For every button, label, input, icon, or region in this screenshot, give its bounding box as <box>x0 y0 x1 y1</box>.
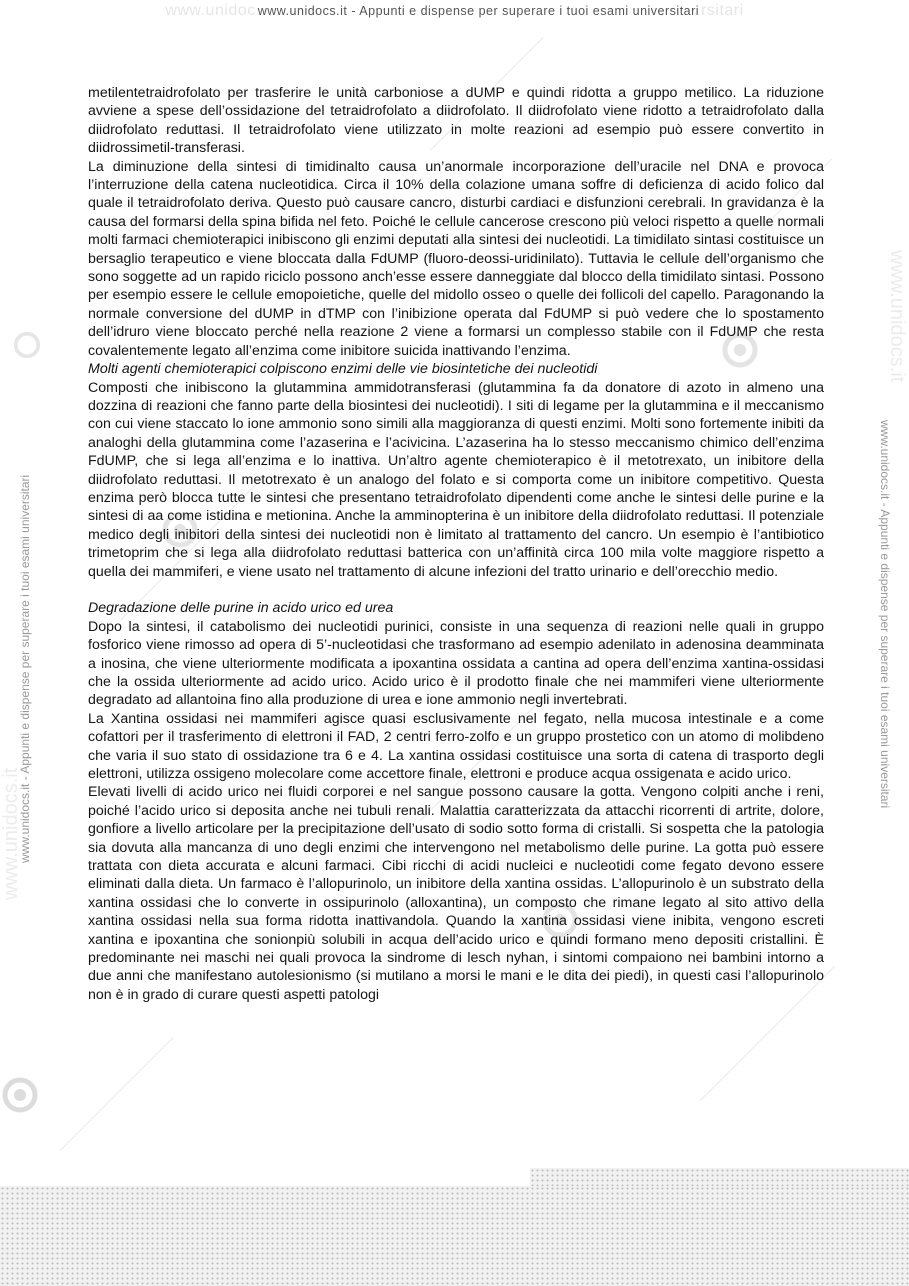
watermark-header <box>0 2 909 20</box>
paragraph: La diminuzione della sintesi di timidinalto causa un’anormale incorporazione dell’uracile nel DNA e provoca l’interruzione della catena nucleotidica. Circa il 10% della colazione umana soffre di deficienza di acido folico dal quale il tetraidrofolato deriva. Questo può causare cancro, disturbi cardiaci e disfunzioni cerebrali. In gravidanza è la causa del formarsi della spina bifida nel feto. Poiché le cellule cancerose crescono più veloci rispetto a quelle normali molti farmaci chemioterapici inibiscono gli enzimi deputati alla sintesi dei nucleotidi. La timidilato sintasi costituisce un bersaglio terapeutico e viene bloccata dalla FdUMP (fluoro-deossi-uridinilato). Tuttavia le cellule dell’organismo che sono soggette ad un rapido riciclo possono anch’esse essere danneggiate dal blocco della timidilato sintasi. Possono per esempio essere le cellule emopoietiche, quelle del midollo osseo o quelle dei follicoli del capello. Paragonando la normale conversione del dUMP in dTMP con l’inibizione operata dal FdUMP si può vedere che lo spostamento dell’idruro viene bloccato perché nella reazione 2 viene a formarsi un complesso stabile con il FdUMP che resta covalentemente legato all’enzima come inibitore suicida inattivando l’enzima. <box>88 158 824 359</box>
paragraph: La Xantina ossidasi nei mammiferi agisce quasi esclusivamente nel fegato, nella mucosa intestinale e a come cofattori per il trasferimento di elettroni il FAD, 2 centri ferro-zolfo e un gruppo prostetico con un atomo di molibdeno che varia il suo stato di ossidazione tra 6 e 4. La xantina ossidasi costituisce una sorta di catena di trasporto degli elettroni, utilizza ossigeno molecolare come accettore finale, elettroni e produce acqua ossigenata e acido urico. <box>88 710 824 783</box>
watermark-right: www.unidocs.it - Appunti e dispense per superare i tuoi esami universitari <box>878 420 892 809</box>
watermark-header-text: www.unidocs.it - Appunti e dispense per superare i tuoi esami universitari <box>257 4 700 18</box>
watermark-right-ghost: www.unidocs.it <box>886 250 908 383</box>
watermark-logo-icon <box>0 1075 40 1115</box>
section-heading: Molti agenti chemioterapici colpiscono enzimi delle vie biosintetiche dei nucleotidi <box>88 361 598 378</box>
paragraph: metilentetraidrofolato per trasferire le unità carboniose a dUMP e quindi ridotta a gruppo metilico. La riduzione avviene a spese dell’ossidazione del tetraidrofolato a diidrofolato. Il diidrofolato viene ridotto a tetraidrofolato dalla diidrofolato reduttasi. Il tetraidrofolato viene utilizzato in molte reazioni ad esempio può essere convertito in diidrossimetil-transferasi. <box>88 85 824 157</box>
paragraph: Dopo la sintesi, il catabolismo dei nucleotidi purinici, consiste in una sequenza di reazioni nelle quali in gruppo fosforico viene rimosso ad opera di 5’-nucleotidasi che trasformano ad esempio adenilato in adenosina deamminata a inosina, che viene ulteriormente modificata a ipoxantina ossidata a cantina ad opera dell’enzima xantina-ossidasi che la ossida ulteriormente ad acido urico. Acido urico è il prodotto finale che nei mammiferi viene ulteriormente degradato ad allantoina fino alla produzione di urea e ione ammonio negli invertebrati. <box>88 618 824 709</box>
dotted-overlay <box>0 1186 909 1286</box>
watermark-header-ghost-left: www.unidoc <box>165 2 256 19</box>
watermark-logo-icon <box>12 330 42 360</box>
document-body <box>88 84 824 1004</box>
paragraph: Elevati livelli di acido urico nei fluidi corporei e nel sangue possono causare la gotta. Vengono colpiti anche i reni, poiché l’acido urico si deposita anche nei tubuli renali. Malattia caratterizzata da attacchi ricorrenti di artrite, dolore, gonfiore a livello articolare per la precipitazione dell’usato di sodio sotto forma di cristalli. Si sospetta che la patologia sia dovuta alla mancanza di uno degli enzimi che intervengono nel metabolismo delle purine. La gotta può essere trattata con dieta accurata e alcuni farmaci. Cibi ricchi di acidi nucleici e nucleotidi come fegato devono essere eliminati dalla dieta. Un farmaco è l’allopurinolo, un inibitore della xantina ossidas. L’allopurinolo è un substrato della xantina ossidasi che lo converte in ossipurinolo (alloxantina), un composto che rimane legato al sito attivo della xantina ossidasi nella sua forma ridotta inattivandola. Quando la xantina ossidasi viene inibita, vengono escreti xantina e ipoxantina che sonionpiù solubili in acqua dell’acido urico e quindi formano meno depositi cristallini. È predominante nei maschi nei quali provoca la sindrome di lesch nyhan, i sintomi compaiono nei bambini intorno a due anni che manifestano autolesionismo (si mutilano a morsi le mani e le dita dei piedi), in questi casi l’allopurinolo non è in grado di curare questi aspetti patologi <box>88 784 824 1003</box>
watermark-header-ghost-right: rsitari <box>701 2 744 19</box>
paragraph: Composti che inibiscono la glutammina ammidotransferasi (glutammina fa da donatore di azoto in almeno una dozzina di reazioni che fanno parte della biosintesi dei nucleotidi). I siti di legame per la glutammina e il meccanismo con cui viene staccato lo ione ammonio sono simili alla maggioranza di questi enzimi. Molti sono fortemente inibiti da analoghi della glutammina come l’azaserina e l’acivicina. L’azaserina ha lo stesso meccanismo chimico dell’enzima FdUMP, che si lega all’enzima e lo inattiva. Un’altro agente chemioterapico è il metotrexato, un inibitore della diidrofolato reduttasi. Il metotrexato è un analogo del folato e si comporta come un inibitore competitivo. Questa enzima però blocca tutte le sintesi che presentano tetraidrofolato dipendenti come anche le sintesi delle purine e la sintesi di aa come istidina e metionina. Anche la amminopterina è un inibitore della diidrofolato reduttasi. Il potenziale medico degli inibitori della sintesi dei nucleotidi non è limitato al trattamento del cancro. Un esempio è l’antibiotico trimetoprim che si lega alla diidrofolato reduttasi batterica con un’affinità circa 100 mila volte maggiore rispetto a quella dei mammiferi, e viene usato nel trattamento di alcune infezioni del tratto urinario e dell’orecchio medio. <box>88 379 824 580</box>
watermark-line <box>60 1037 174 1151</box>
watermark-left-ghost: www.unidocs.it <box>0 767 22 900</box>
dotted-overlay <box>530 1168 909 1186</box>
section-heading: Degradazione delle purine in acido urico ed urea <box>88 600 394 617</box>
blank-line <box>88 581 824 599</box>
watermark-left: www.unidocs.it - Appunti e dispense per superare i tuoi esami universitari <box>18 474 32 863</box>
